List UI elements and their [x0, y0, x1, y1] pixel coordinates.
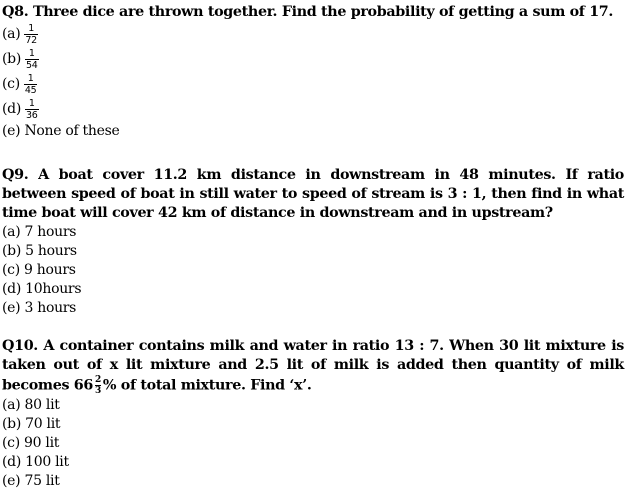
- question-10: [2, 337, 624, 491]
- option-b: [2, 47, 630, 72]
- option-a: [2, 396, 624, 415]
- question-10-text-start: Q10. A container contains milk and water in ratio 13 : 7. When 30 lit mixture is taken out of x lit mixture and 2.5 lit of milk is added then quantity of milk becomes 66: [2, 338, 624, 394]
- option-label: (a): [2, 224, 21, 240]
- option-text: 5 hours: [25, 243, 77, 259]
- question-8: [2, 3, 630, 141]
- question-8-options: [2, 22, 630, 141]
- numerator: 1: [28, 98, 35, 109]
- option-label: (a): [2, 397, 21, 413]
- question-9: [2, 166, 624, 318]
- mixed-fraction: [95, 375, 101, 396]
- option-e: [2, 299, 624, 318]
- denominator: 54: [26, 60, 38, 71]
- option-e: [2, 122, 630, 141]
- denominator: 45: [24, 85, 37, 96]
- option-text: 90 lit: [24, 435, 60, 451]
- option-b: [2, 415, 624, 434]
- option-a: [2, 22, 630, 47]
- option-c: [2, 434, 624, 453]
- option-label: (d): [2, 454, 21, 470]
- option-label: (c): [2, 262, 20, 278]
- option-text: 7 hours: [24, 224, 77, 240]
- option-label: (d): [2, 281, 21, 297]
- option-label: (d): [2, 101, 21, 117]
- option-text: 9 hours: [24, 262, 76, 278]
- option-text: 100 lit: [25, 454, 69, 470]
- option-d: [2, 97, 630, 122]
- fraction: [24, 23, 38, 46]
- question-10-options: [2, 396, 624, 491]
- option-c: [2, 261, 624, 280]
- option-label: (b): [2, 416, 21, 432]
- numerator: 1: [28, 48, 35, 59]
- option-text: 10hours: [25, 281, 82, 297]
- fraction: [25, 98, 39, 121]
- fraction: [24, 73, 38, 96]
- question-10-text: [2, 337, 624, 396]
- option-text: 80 lit: [24, 397, 60, 413]
- option-a: [2, 223, 624, 242]
- option-label: (e): [2, 300, 21, 316]
- denominator: 3: [94, 386, 101, 396]
- option-label: (c): [2, 76, 20, 92]
- option-text: 75 lit: [24, 473, 60, 489]
- question-9-options: [2, 223, 624, 318]
- option-label: (c): [2, 435, 20, 451]
- option-d: [2, 453, 624, 472]
- option-e: [2, 472, 624, 491]
- option-label: (b): [2, 243, 21, 259]
- option-label: (b): [2, 51, 21, 67]
- denominator: 36: [26, 110, 38, 121]
- option-d: [2, 280, 624, 299]
- numerator: 2: [94, 375, 101, 385]
- question-10-text-end: % of total mixture. Find ‘x’.: [102, 377, 312, 394]
- option-b: [2, 242, 624, 261]
- question-9-text: Q9. A boat cover 11.2 km distance in downstream in 48 minutes. If ratio between speed of boat in still water to speed of stream is 3 : 1, then find in what time boat will cover 42 km of distance in downstream and in upstream?: [2, 167, 624, 221]
- numerator: 1: [28, 23, 34, 34]
- option-label: (e): [2, 123, 21, 139]
- option-text: 3 hours: [24, 300, 77, 316]
- denominator: 72: [25, 35, 37, 46]
- fraction: [25, 48, 39, 71]
- question-8-text: Q8. Three dice are thrown together. Find the probability of getting a sum of 17.: [2, 4, 614, 20]
- numerator: 1: [27, 73, 34, 84]
- option-label: (e): [2, 473, 21, 489]
- option-text: None of these: [24, 123, 120, 139]
- option-label: (a): [2, 26, 21, 42]
- option-text: 70 lit: [25, 416, 61, 432]
- option-c: [2, 72, 630, 97]
